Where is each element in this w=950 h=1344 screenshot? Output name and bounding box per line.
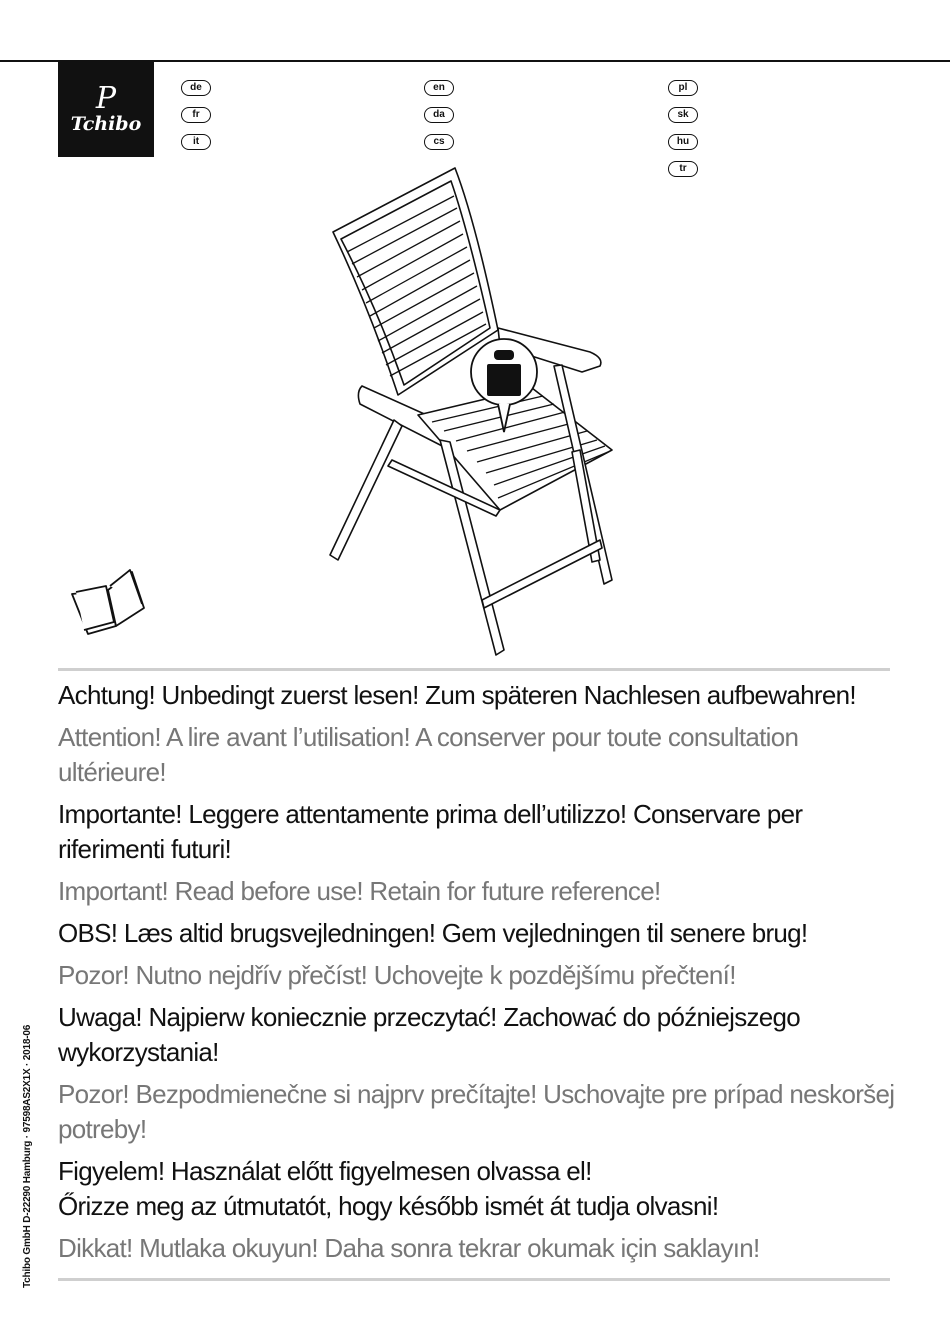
language-badge-hu: hu	[668, 134, 698, 150]
divider-top	[58, 668, 890, 671]
read-manual-icon	[68, 568, 150, 638]
language-badge-pl: pl	[668, 80, 698, 96]
warning-cs: Pozor! Nutno nejdřív přečíst! Uchovejte k pozdějšímu přečtení!	[58, 960, 736, 990]
warning-fr: Attention! A lire avant l’utilisation! A conserver pour toute consultation ultérieure!	[58, 722, 799, 787]
warning-da: OBS! Læs altid brugsvejledningen! Gem vejledningen til senere brug!	[58, 918, 808, 948]
chair-illustration	[300, 160, 640, 660]
language-badge-da: da	[424, 107, 454, 123]
logo-text: Tchibo	[70, 112, 142, 135]
language-column-1	[181, 80, 211, 150]
warning-list	[58, 678, 898, 1273]
language-badge-tr: tr	[668, 161, 698, 177]
tchibo-logo	[58, 62, 154, 157]
warning-sk: Pozor! Bezpodmienečne si najprv prečítajte! Uschovajte pre prípad neskoršej potreby!	[58, 1079, 895, 1144]
warning-de: Achtung! Unbedingt zuerst lesen! Zum späteren Nachlesen aufbewahren!	[58, 680, 856, 710]
language-badge-it: it	[181, 134, 211, 150]
warning-it: Importante! Leggere attentamente prima dell’utilizzo! Conservare per riferimenti futuri!	[58, 799, 803, 864]
language-badge-fr: fr	[181, 107, 211, 123]
warning-en: Important! Read before use! Retain for future reference!	[58, 876, 661, 906]
warning-tr: Dikkat! Mutlaka okuyun! Daha sonra tekrar okumak için saklayın!	[58, 1233, 760, 1263]
warning-pl: Uwaga! Najpierw koniecznie przeczytać! Zachować do późniejszego wykorzystania!	[58, 1002, 801, 1067]
language-badge-en: en	[424, 80, 454, 96]
language-badge-cs: cs	[424, 134, 454, 150]
logo-mark: P	[95, 80, 117, 116]
language-badge-de: de	[181, 80, 211, 96]
warning-hu: Figyelem! Használat előtt figyelmesen olvassa el! Őrizze meg az útmutatót, hogy később ismét át tudja olvasni!	[58, 1156, 719, 1221]
language-badge-sk: sk	[668, 107, 698, 123]
language-column-2	[424, 80, 454, 150]
language-column-3	[668, 80, 698, 177]
imprint-vertical: Tchibo GmbH D-22290 Hamburg · 97598AS2X1X · 2018-06	[22, 1024, 33, 1288]
divider-bottom	[58, 1278, 890, 1281]
